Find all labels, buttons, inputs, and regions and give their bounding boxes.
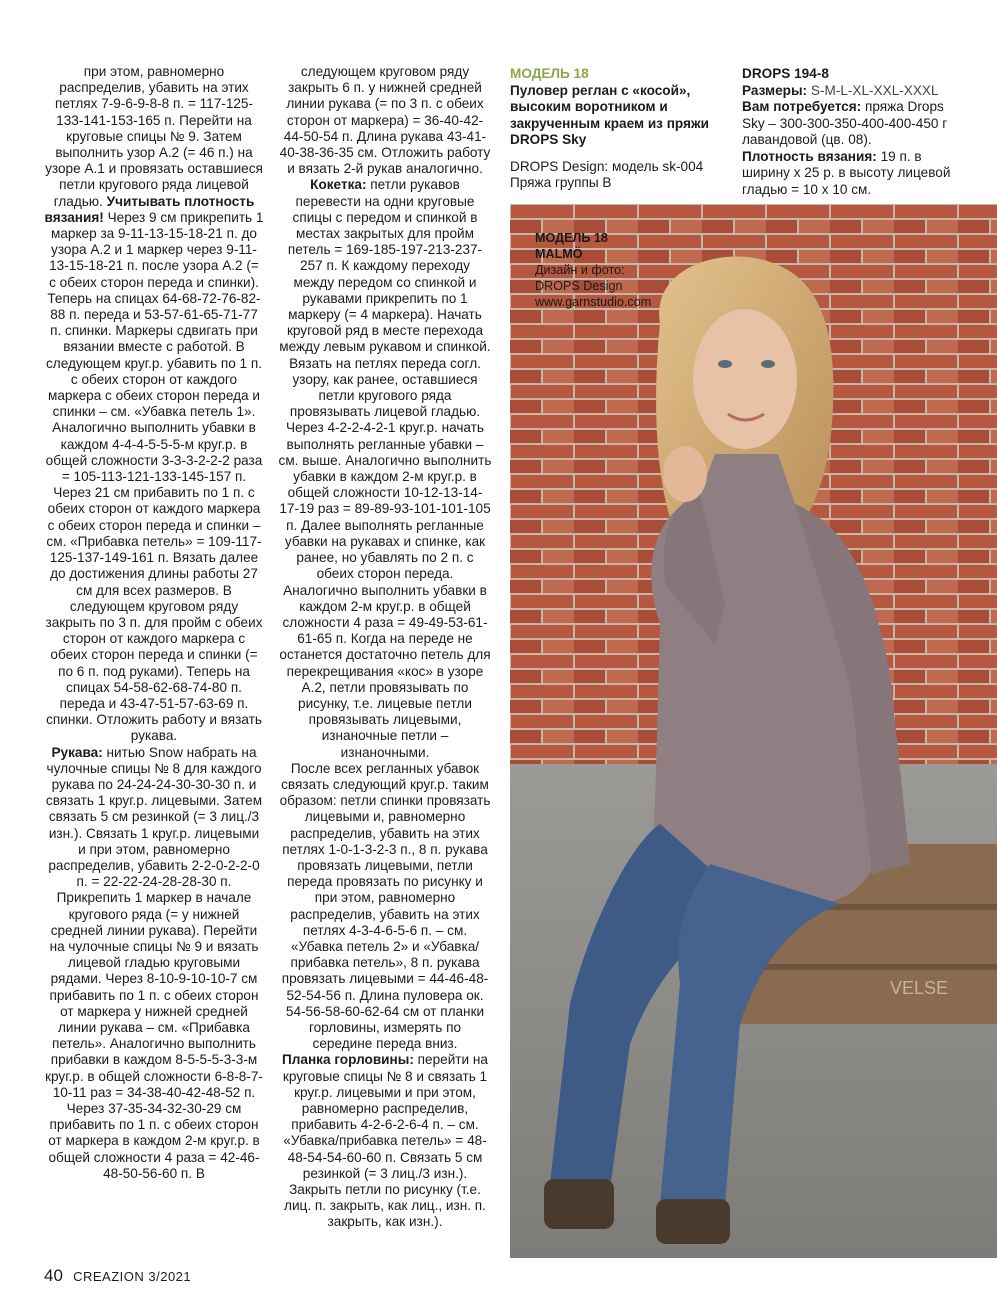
right-boot — [656, 1199, 730, 1244]
body-text: петли рукавов перевести на одни круговые спицы с передом и спинкой в местах закрытых для пройм петель = 169-185-197-213-237-257 п. К каждому переходу между передом со спинкой и рукавами прикрепить по 1 маркеру (= 4 маркера). Начать круговой ряд в месте перехода между левым рукавом и спинкой. Вязать на петлях переда согл. узору, как ранее, оставшиеся петли кругового ряда провязывать лицевой гладью. Через 4-2-2-4-2-1 круг.р. начать выполнять регланные убавки – см. выше. Аналогично выполнить убавки в каждом 2-м круг.р. в общей сложности 10-12-13-14-17-19 раз = 89-89-93-101-101-105 п. Далее выполнять регланные убавки на рукавах и спинке, как ранее, но убавлять по 2 п. с обеих сторон переда. Аналогично выполнить убавки в каждом 2-м круг.р. в общей сложности 4 раза = 49-49-53-61-61-65 п. Когда на переде не останется достаточно петель для перекрещивания «кос» в узоре А.2, петли провязывать по рисунку, т.е. лицевые петли провязывать лицевыми, изнаночные петли – изнаночными. — [278, 177, 492, 760]
bold-note: Учитывать плотность вязания! — [44, 193, 255, 225]
sizes-line — [742, 83, 957, 100]
body-text: После всех регланных убавок связать следующий круг.р. таким образом: петли спинки провязать лицевыми и, равномерно распределив, убавить на этих петлях 1-0-1-3-2-3 п., 8 п. рукава провязать лицевыми, петли переда провязать по рисунку и при этом, равномерно распределив, убавить на этих петлях 4-3-4-6-5-6 п. – см. «Убавка петель 2» и «Убавка/прибавка петель», 8 п. рукава провязать лицевыми = 44-46-48-52-54-56 п. Длина пуловера ок. 54-56-58-60-62-64 см от планки горловины, измерять по середине переда вниз. — [279, 760, 491, 1052]
section-heading: Рукава: — [51, 744, 103, 760]
instructions-column-2 — [278, 64, 492, 1231]
yoke-section — [278, 177, 492, 760]
section-heading: Планка горловины: — [282, 1052, 414, 1068]
label: Плотность вязания: — [742, 148, 877, 164]
paragraph — [44, 64, 264, 745]
hand — [663, 446, 707, 502]
materials-line — [742, 99, 957, 149]
instructions-column-1 — [44, 64, 264, 1182]
body-text: Через 9 см прикрепить 1 маркер за 9-11-13-15-18-21 п. до узора А.2 и 1 маркер через 9-11-13-15-18-21 п. после узора А.2 (= с обеих сторон переда и спинки). Теперь на спицах 64-68-72-76-82-88 п. переда и 53-57-61-65-71-77 п. спинки. Маркеры сдвигать при вязании вместе с работой. В следующем круг.р. убавить по 1 п. с обеих сторон от каждого маркера с обеих сторон переда и спинки – см. «Убавка петель 1». Аналогично выполнить убавки в каждом 4-4-4-5-5-5-м круг.р. в общей сложности 3-3-3-2-2-2 раза = 105-113-121-133-145-157 п. Через 21 см прибавить по 1 п. с обеих сторон от каждого маркера с обеих сторон переда и спинки – см. «Прибавка петель» = 109-117-125-137-149-161 п. Вязать далее до достижения длины работы 27 см для всех размеров. В следующем круговом ряду закрыть по 3 п. для пройм с обеих сторон от каждого маркера с обеих сторон переда и спинки (= по 6 п. под руками). Теперь на спицах 54-58-62-68-74-80 п. переда и 43-47-51-57-63-69 п. спинки. Отложить работу и вязать рукава. — [45, 209, 264, 744]
value: пряжа Drops Sky – 300-300-350-400-400-450 г лавандовой (цв. 08). — [742, 99, 948, 147]
model-photo — [510, 204, 997, 1258]
photo-illustration — [510, 204, 997, 1258]
page-footer — [44, 1266, 191, 1286]
body-text: при этом, равномерно распределив, убавить на этих петлях 7-9-6-9-8-8 п. = 117-125-133-141-153-165 п. Перейти на круговые спицы № 9. Затем выполнить узор А.2 (= 46 п.) на узоре А.1 и провязать оставшиеся петли кругового ряда лицевой гладью. — [45, 64, 263, 209]
paragraph — [278, 761, 492, 1053]
caption-credit: Дизайн и фото: — [535, 263, 625, 277]
yarn-group: Пряжа группы В — [510, 175, 612, 190]
label: Размеры: — [742, 82, 808, 98]
caption-url: www.garnstudio.com — [535, 295, 652, 309]
caption-model: МОДЕЛЬ 18 — [535, 231, 608, 245]
gauge-line — [742, 149, 957, 199]
caption-brand: DROPS Design — [535, 279, 623, 293]
body-text: перейти на круговые спицы № 8 и связать 1 круг.р. лицевыми и при этом, равномерно распределив, прибавить 4-2-6-2-6-4 п. – см. «Убавка/прибавка петель» = 48-48-54-54-60-60 п. Связать 5 см резинкой (= 3 лиц./3 изн.). Закрыть петли по рисунку (т.е. лиц. п. закрыть, как лиц., изн. п. закрыть, как изн.). — [282, 1052, 488, 1230]
magazine-issue: CREAZION 3/2021 — [73, 1269, 192, 1284]
paragraph — [278, 64, 492, 177]
spec-block — [742, 66, 957, 198]
value: S-M-L-XL-XXL-XXXL — [810, 82, 939, 98]
model-header — [510, 66, 725, 192]
neckband-section — [278, 1052, 492, 1230]
crate-lettering: VELSE — [890, 978, 949, 998]
face — [693, 309, 797, 449]
model-title: Пуловер реглан с «косой», высоким воротником и закрученным краем из пряжи DROPS Sky — [510, 82, 709, 147]
pattern-code: DROPS 194-8 — [742, 66, 829, 81]
design-credit: DROPS Design: модель sk-004 — [510, 158, 704, 174]
body-text: нитью Snow набрать на чулочные спицы № 8 для каждого рукава по 24-24-24-30-30-30 п. и связать 1 круг.р. лицевыми. Затем связать 5 см резинкой (= 3 лиц./3 изн.). Связать 1 круг.р. лицевыми и при этом, равномерно распределив, убавить 2-2-0-2-2-0 п. = 22-22-24-28-28-30 п. Прикрепить 1 маркер в начале кругового ряда (= у нижней средней линии рукава). Перейти на чулочные спицы № 9 и вязать лицевой гладью круговыми рядами. Через 8-10-9-10-10-7 см прибавить по 1 п. с обеих сторон от маркера у нижней средней линии рукава – см. «Прибавка петель». Аналогично выполнить прибавки в каждом 8-5-5-5-3-3-м круг.р. в общей сложности 6-8-8-7-10-11 раз = 34-38-40-42-48-52 п. Через 37-35-34-32-30-29 см прибавить по 1 п. с обеих сторон от маркера в каждом 2-м круг.р. в общей сложности 4 раза = 42-46-48-50-56-60 п. В — [45, 744, 263, 1181]
model-number: МОДЕЛЬ 18 — [510, 66, 589, 81]
left-boot — [544, 1179, 614, 1229]
photo-caption — [535, 230, 651, 310]
body-text: следующем круговом ряду закрыть 6 п. у нижней средней линии рукава (= по 3 п. с обеих сторон от маркера) = 36-40-42-44-50-54 п. Длина рукава 43-41-40-38-36-35 см. Отложить работу и вязать 2-й рукав аналогично. — [279, 64, 491, 177]
caption-name: MALMÖ — [535, 247, 583, 261]
value: 19 п. в ширину х 25 р. в высоту лицевой гладью = 10 х 10 см. — [742, 148, 951, 197]
label: Вам потребуется: — [742, 99, 862, 114]
sleeves-section — [44, 745, 264, 1182]
section-heading: Кокетка: — [310, 177, 367, 193]
page-number: 40 — [44, 1266, 63, 1285]
